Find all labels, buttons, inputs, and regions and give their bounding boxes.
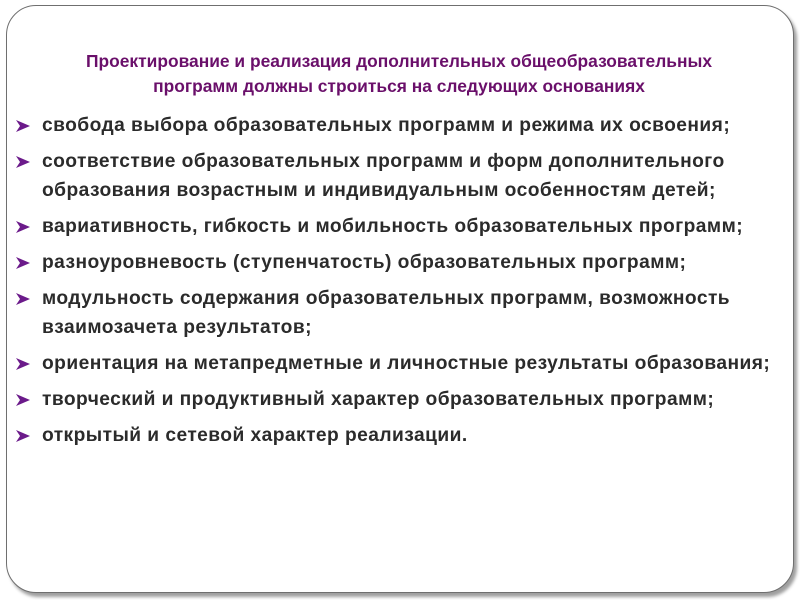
list-item-text: открытый и сетевой характер реализации.: [42, 425, 468, 446]
list-item: [16, 385, 786, 414]
list-item: [16, 248, 786, 277]
triangle-arrow-icon: [16, 430, 30, 442]
list-item: [16, 284, 786, 342]
slide-title-line: программ должны строиться на следующих основаниях: [153, 76, 645, 96]
triangle-arrow-icon: [16, 394, 30, 406]
slide-title: [6, 49, 792, 99]
triangle-arrow-icon: [16, 293, 30, 305]
list-item: [16, 111, 786, 140]
list-item: [16, 349, 786, 378]
triangle-arrow-icon: [16, 156, 30, 168]
list-item-text: разноуровневость (ступенчатость) образовательных программ;: [42, 252, 687, 273]
triangle-arrow-icon: [16, 358, 30, 370]
list-item-text: соответствие образовательных программ и форм дополнительного образования возрастным и индивидуальным особенностям детей;: [42, 151, 725, 201]
list-item-text: свобода выбора образовательных программ и режима их освоения;: [42, 115, 731, 136]
triangle-arrow-icon: [16, 257, 30, 269]
list-item: [16, 421, 786, 450]
list-item: [16, 212, 786, 241]
list-item-text: модульность содержания образовательных программ, возможность взаимозачета результатов;: [42, 288, 731, 338]
triangle-arrow-icon: [16, 221, 30, 233]
list-item-text: ориентация на метапредметные и личностные результаты образования;: [42, 353, 771, 374]
slide-title-line: Проектирование и реализация дополнительных общеобразовательных: [86, 51, 712, 71]
list-item-text: творческий и продуктивный характер образовательных программ;: [42, 389, 715, 410]
triangle-arrow-icon: [16, 120, 30, 132]
list-item-text: вариативность, гибкость и мобильность образовательных программ;: [42, 216, 744, 237]
bullet-list: [16, 111, 786, 457]
list-item: [16, 147, 786, 205]
